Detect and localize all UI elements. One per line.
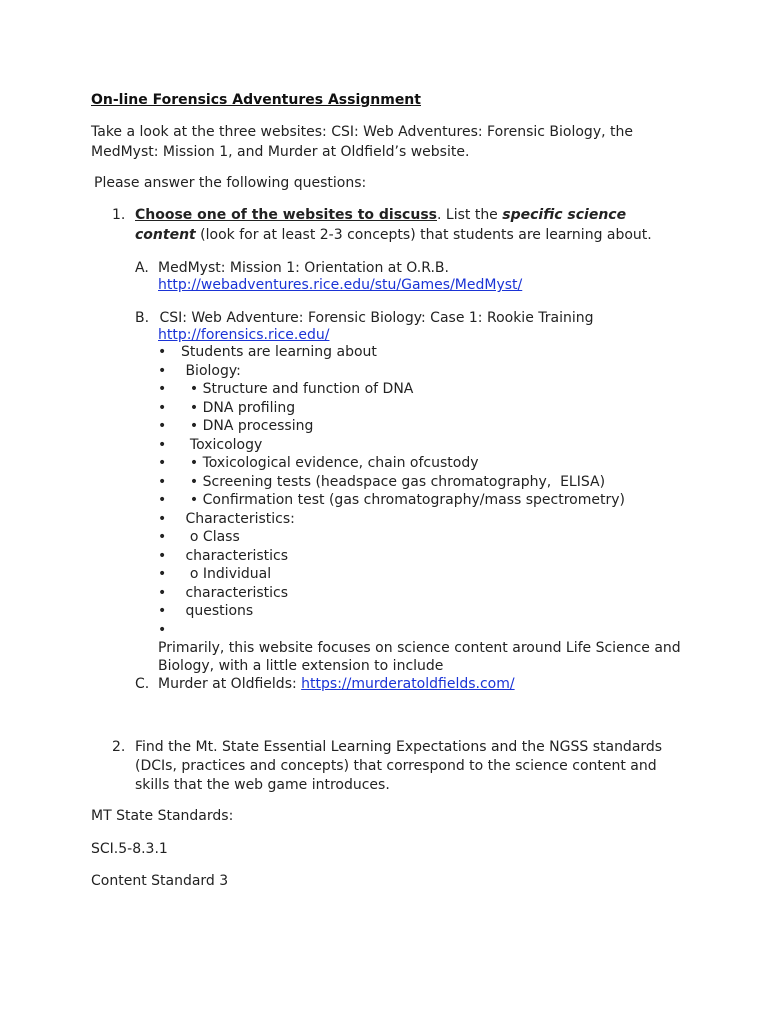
bullet-dot: • [158, 437, 167, 453]
item-b-summary-line-1: Primarily, this website focuses on science content around Life Science and [158, 640, 681, 656]
question-1-italic-2: content [135, 227, 196, 243]
question-2-line-1: Find the Mt. State Essential Learning Expectations and the NGSS standards [135, 739, 663, 755]
bullet-item-text: o Class [181, 529, 240, 545]
item-b-link[interactable]: http://forensics.rice.edu/ [158, 327, 330, 343]
standards-heading: MT State Standards: [91, 808, 234, 824]
bullet-item-text: Toxicology [181, 437, 263, 453]
bullet-dot: • [158, 603, 167, 619]
bullet-item-text: • Structure and function of DNA [181, 381, 414, 397]
intro-line-2: MedMyst: Mission 1, and Murder at Oldfield’s website. [91, 144, 470, 160]
question-1-line-1 [135, 206, 626, 225]
item-b-text: CSI: Web Adventure: Forensic Biology: Case 1: Rookie Training [155, 310, 594, 326]
item-c-link[interactable]: https://murderatoldfields.com/ [301, 676, 515, 692]
bullet-dot: • [158, 511, 167, 527]
question-2-line-3: skills that the web game introduces. [135, 777, 390, 793]
item-a-link[interactable]: http://webadventures.rice.edu/stu/Games/MedMyst/ [158, 277, 523, 293]
bullet-dot: • [158, 492, 167, 508]
question-2-number: 2. [112, 739, 126, 755]
item-a-marker: A. [135, 260, 149, 276]
question-1-line-2 [135, 226, 652, 245]
question-1-rest: (look for at least 2-3 concepts) that students are learning about. [195, 227, 652, 243]
bullet-item-text: Students are learning about [181, 344, 377, 360]
bullet-item-text: Biology: [181, 363, 241, 379]
bullet-item-text: • DNA profiling [181, 400, 296, 416]
standards-code: SCI.5-8.3.1 [91, 841, 168, 857]
item-b-summary-line-2: Biology, with a little extension to include [158, 658, 444, 674]
bullet-dot: • [158, 418, 167, 434]
intro-line-1: Take a look at the three websites: CSI: Web Adventures: Forensic Biology, the [91, 124, 633, 140]
bullet-item-text: • Confirmation test (gas chromatography/mass spectrometry) [181, 492, 625, 508]
bullet-dot: • [158, 400, 167, 416]
item-c-text: Murder at Oldfields: [158, 676, 302, 692]
item-a-text: MedMyst: Mission 1: Orientation at O.R.B. [158, 260, 449, 276]
bullet-dot: • [158, 622, 167, 638]
instructions-prompt: Please answer the following questions: [94, 175, 367, 191]
item-c-line [158, 675, 515, 694]
item-c-marker: C. [135, 676, 150, 692]
bullet-dot: • [158, 455, 167, 471]
bullet-item-text: Characteristics: [181, 511, 295, 527]
bullet-dot: • [158, 529, 167, 545]
bullet-dot: • [158, 548, 167, 564]
document-title: On-line Forensics Adventures Assignment [91, 92, 421, 108]
item-b-marker: B. [135, 310, 150, 326]
bullet-item-text: questions [181, 603, 254, 619]
bullet-dot: • [158, 585, 167, 601]
question-1-bold-text: Choose one of the websites to discuss [135, 207, 437, 223]
bullet-dot: • [158, 363, 167, 379]
bullet-item-text: o Individual [181, 566, 272, 582]
bullet-dot: • [158, 344, 167, 360]
bullet-item-text: • Toxicological evidence, chain ofcustody [181, 455, 479, 471]
question-1-number: 1. [112, 207, 126, 223]
question-1-italic-1: specific science [502, 207, 627, 223]
bullet-dot: • [158, 474, 167, 490]
question-2-line-2: (DCIs, practices and concepts) that correspond to the science content and [135, 758, 657, 774]
bullet-dot: • [158, 381, 167, 397]
bullet-item-text: characteristics [181, 585, 289, 601]
bullet-item-text: characteristics [181, 548, 289, 564]
bullet-dot: • [158, 566, 167, 582]
bullet-item-text: • DNA processing [181, 418, 314, 434]
question-1-after-bold: . List the [437, 207, 503, 223]
standards-content: Content Standard 3 [91, 873, 229, 889]
bullet-item-text: • Screening tests (headspace gas chromatography, ELISA) [181, 474, 606, 490]
